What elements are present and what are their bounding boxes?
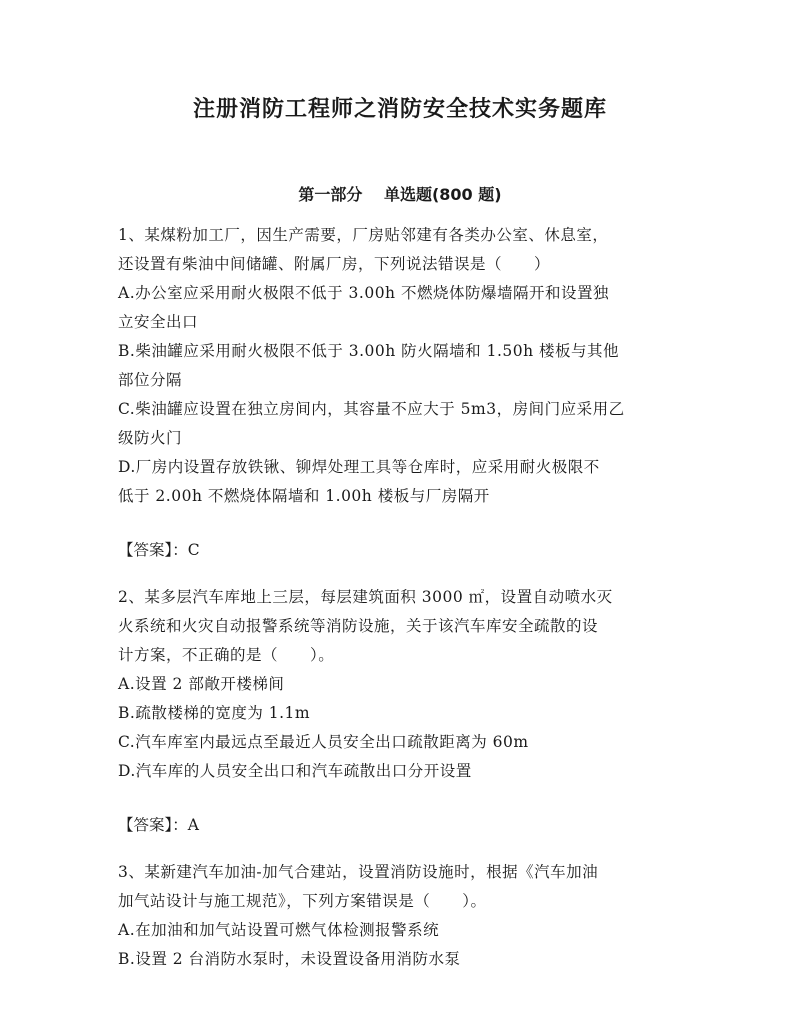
- option-b: B.疏散楼梯的宽度为 1.1m: [118, 704, 311, 722]
- answer-2: 【答案】：A: [118, 816, 199, 834]
- question-3: [118, 858, 682, 974]
- question-stem-line: 1、某煤粉加工厂，因生产需要，厂房贴邻建有各类办公室、休息室，: [118, 226, 609, 244]
- option-a-cont: 立安全出口: [118, 313, 199, 331]
- option-a: A.在加油和加气站设置可燃气体检测报警系统: [118, 921, 440, 939]
- question-stem-line: 还设置有柴油中间储罐、附属厂房，下列说法错误是（ ）: [118, 255, 551, 273]
- option-a: A.设置 2 部敞开楼梯间: [118, 675, 285, 693]
- option-a: A.办公室应采用耐火极限不低于 3.00h 不燃烧体防爆墙隔开和设置独: [118, 284, 609, 302]
- option-d-cont: 低于 2.00h 不燃烧体隔墙和 1.00h 楼板与厂房隔开: [118, 487, 490, 505]
- question-stem-line: 火系统和火灾自动报警系统等消防设施，关于该汽车库安全疏散的设: [118, 617, 599, 635]
- option-b: B.柴油罐应采用耐火极限不低于 3.00h 防火隔墙和 1.50h 楼板与其他: [118, 342, 620, 360]
- answer-1: 【答案】：C: [118, 541, 200, 559]
- option-b-cont: 部位分隔: [118, 371, 183, 389]
- question-stem-line: 加气站设计与施工规范》，下列方案错误是（ ）。: [118, 892, 487, 910]
- option-c: C.柴油罐应设置在独立房间内，其容量不应大于 5m3，房间门应采用乙: [118, 400, 625, 418]
- section-title: 第一部分 单选题(800 题): [298, 185, 502, 204]
- question-1: [118, 221, 682, 565]
- question-list: [118, 221, 682, 974]
- document-title: 注册消防工程师之消防安全技术实务题库: [192, 97, 607, 122]
- option-b: B.设置 2 台消防水泵时，未设置设备用消防水泵: [118, 950, 461, 968]
- question-2: [118, 583, 682, 840]
- option-c-cont: 级防火门: [118, 429, 183, 447]
- option-d: D.厂房内设置存放铁锹、铆焊处理工具等仓库时，应采用耐火极限不: [118, 458, 600, 476]
- option-c: C.汽车库室内最远点至最近人员安全出口疏散距离为 60m: [118, 733, 529, 751]
- question-stem-line: 3、某新建汽车加油-加气合建站，设置消防设施时，根据《汽车加油: [118, 863, 599, 881]
- question-stem-line: 计方案，不正确的是（ ）。: [118, 646, 335, 664]
- option-d: D.汽车库的人员安全出口和汽车疏散出口分开设置: [118, 762, 472, 780]
- question-stem-line: 2、某多层汽车库地上三层，每层建筑面积 3000 ㎡，设置自动喷水灭: [118, 588, 613, 606]
